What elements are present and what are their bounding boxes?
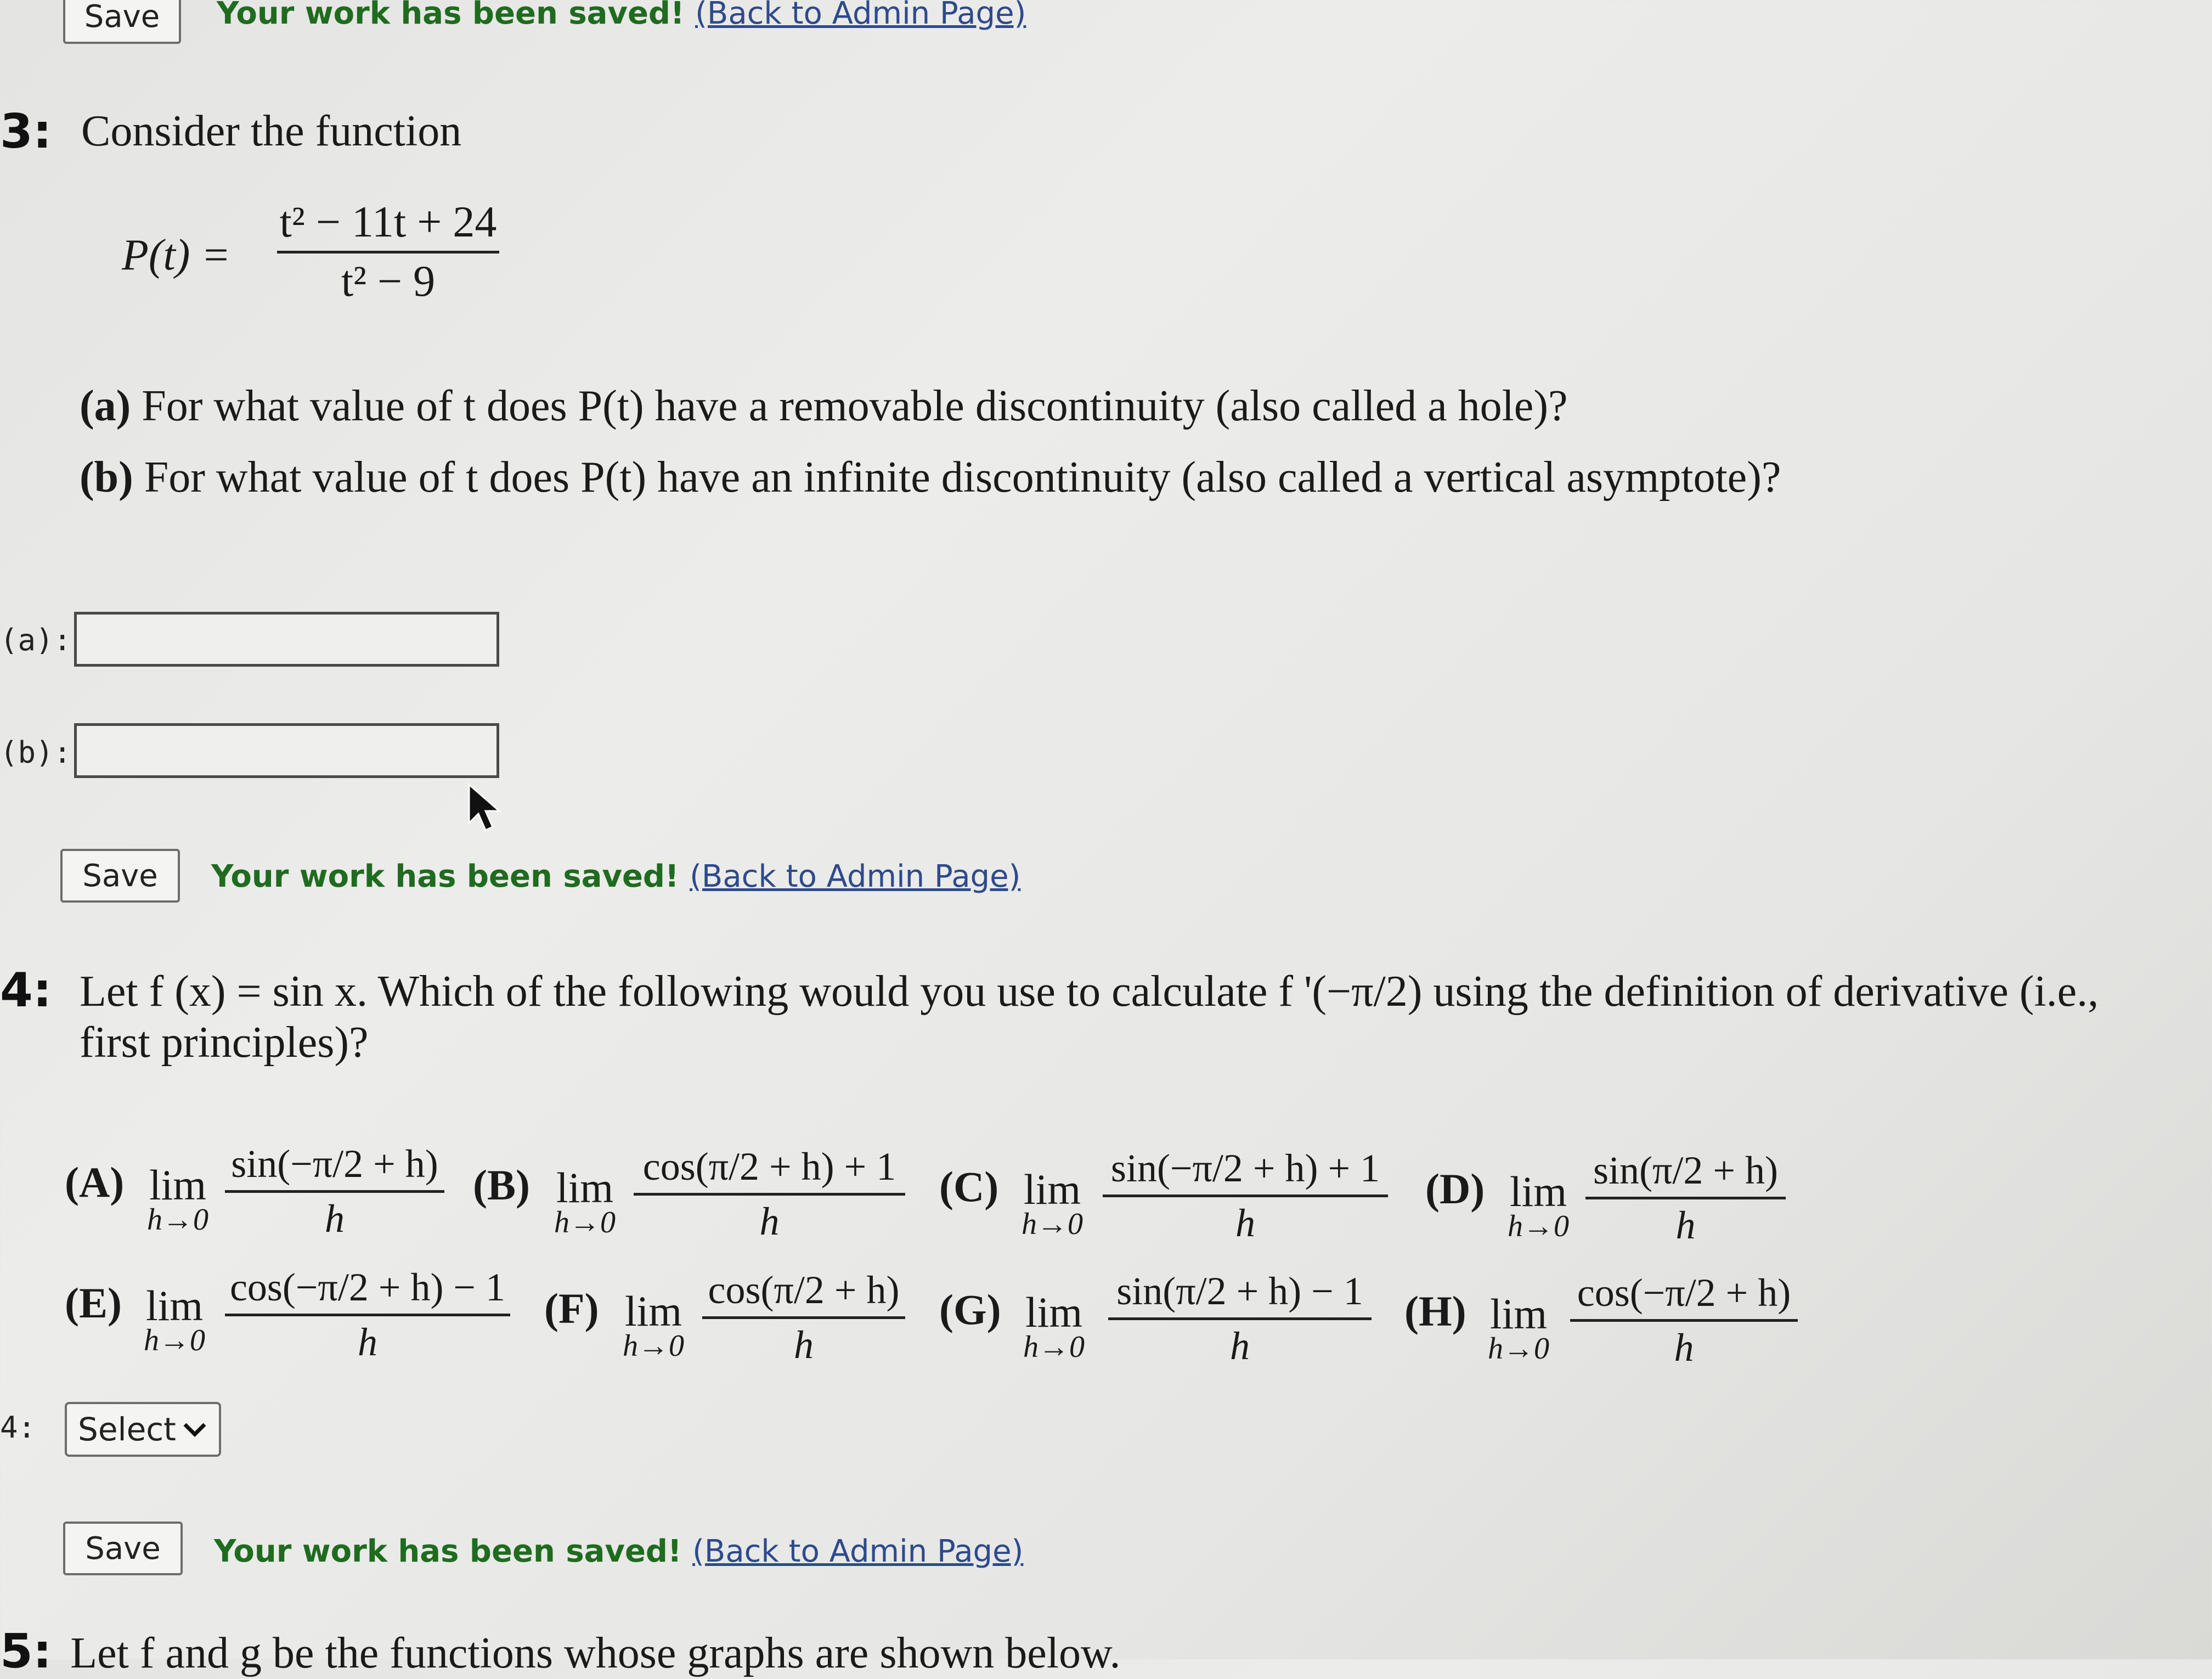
- option-label: (F): [544, 1284, 599, 1332]
- part-b-question: [80, 453, 1781, 503]
- fraction-bar: [225, 1314, 510, 1316]
- option-denominator: h: [1674, 1326, 1694, 1370]
- limit-notation: [1023, 1288, 1085, 1365]
- question-3-intro: Consider the function: [81, 107, 462, 155]
- part-b-text: For what value of t does P(t) have an infinite discontinuity (also called a vertical asymptote)?: [144, 453, 1781, 502]
- question-4-number: 4:: [0, 963, 52, 1018]
- option-denominator: h: [794, 1323, 814, 1367]
- option-label: (D): [1425, 1165, 1485, 1213]
- limit-notation: [554, 1163, 616, 1240]
- fraction-bar: [1570, 1319, 1798, 1322]
- option-fraction: [1570, 1270, 1798, 1371]
- limit-notation: [147, 1160, 208, 1237]
- option-label: (E): [65, 1279, 122, 1327]
- lim-word: lim: [1025, 1288, 1082, 1336]
- lim-word: lim: [1489, 1290, 1547, 1338]
- lim-word: lim: [1023, 1165, 1081, 1213]
- lim-subscript: h→0: [147, 1203, 208, 1237]
- lim-word: lim: [1509, 1168, 1567, 1215]
- option-numerator: cos(−π/2 + h): [1577, 1271, 1791, 1315]
- limit-notation: [623, 1287, 684, 1364]
- lim-subscript: h→0: [554, 1205, 616, 1239]
- back-to-admin-link-top[interactable]: (Back to Admin Page): [695, 0, 1026, 31]
- lim-word: lim: [149, 1161, 206, 1209]
- function-fraction: [277, 198, 499, 307]
- option-numerator: cos(π/2 + h) + 1: [642, 1145, 896, 1188]
- lim-subscript: h→0: [144, 1323, 205, 1357]
- limit-notation: [1508, 1167, 1569, 1244]
- option-numerator: sin(π/2 + h) − 1: [1116, 1269, 1363, 1313]
- part-a-question: [80, 381, 1567, 431]
- lim-subscript: h→0: [1508, 1209, 1569, 1243]
- lim-subscript: h→0: [1022, 1207, 1083, 1241]
- chevron-down-icon: [183, 1421, 207, 1438]
- answer-a-label: (a):: [0, 623, 72, 657]
- fraction-bar: [1585, 1197, 1786, 1199]
- lim-word: lim: [145, 1282, 203, 1329]
- question-5-number: 5:: [0, 1624, 52, 1679]
- option-denominator: h: [1230, 1324, 1250, 1368]
- part-a-label: (a): [80, 382, 131, 430]
- save-button-q3[interactable]: Save: [60, 849, 180, 903]
- option-numerator: cos(−π/2 + h) − 1: [229, 1265, 506, 1309]
- question-5-text: Let f and g be the functions whose graphs are shown below.: [70, 1629, 1121, 1677]
- option-fraction: [225, 1141, 444, 1242]
- option-label: (C): [939, 1163, 999, 1210]
- saved-message-q3: [211, 859, 1020, 894]
- option-label: (B): [473, 1161, 530, 1209]
- fraction-bar: [1103, 1195, 1388, 1197]
- lim-subscript: h→0: [1488, 1332, 1549, 1366]
- saved-text: Your work has been saved!: [211, 859, 679, 894]
- saved-message-top: [217, 0, 1026, 31]
- option-fraction: [1585, 1148, 1786, 1248]
- function-numerator: t² − 11t + 24: [279, 198, 497, 246]
- limit-notation: [144, 1281, 205, 1358]
- option-numerator: sin(π/2 + h): [1593, 1148, 1778, 1192]
- question-4-text-line1: Let f (x) = sin x. Which of the following would you use to calculate f '(−π/2) using the definition of derivative (i.e.,: [80, 967, 2099, 1016]
- select-value: Select: [78, 1411, 176, 1448]
- fraction-bar: [225, 1190, 444, 1193]
- fraction-bar: [634, 1193, 905, 1196]
- option-denominator: h: [358, 1320, 377, 1364]
- part-b-label: (b): [80, 453, 133, 502]
- option-label: (H): [1404, 1287, 1466, 1335]
- option-denominator: h: [759, 1199, 780, 1243]
- option-fraction: [702, 1267, 905, 1368]
- save-button-q4[interactable]: Save: [63, 1522, 183, 1575]
- option-label: (A): [65, 1158, 125, 1206]
- limit-notation: [1022, 1165, 1083, 1242]
- answer-a-input[interactable]: [74, 612, 499, 667]
- question-4-text-line2: first principles)?: [80, 1018, 369, 1067]
- option-fraction: [634, 1144, 905, 1244]
- back-to-admin-link-q4[interactable]: (Back to Admin Page): [692, 1534, 1024, 1569]
- lim-word: lim: [556, 1164, 613, 1212]
- mouse-cursor-icon: [466, 782, 505, 834]
- function-denominator: t² − 9: [341, 257, 436, 306]
- fraction-bar: [1108, 1317, 1372, 1320]
- saved-text: Your work has been saved!: [214, 1534, 682, 1569]
- option-fraction: [1103, 1146, 1388, 1246]
- option-numerator: sin(−π/2 + h) + 1: [1110, 1146, 1380, 1190]
- saved-message-q4: [214, 1534, 1023, 1569]
- back-to-admin-link-q3[interactable]: (Back to Admin Page): [690, 859, 1021, 894]
- answer-b-input[interactable]: [74, 723, 499, 778]
- lim-subscript: h→0: [1023, 1330, 1085, 1364]
- function-name: P(t) =: [122, 231, 231, 279]
- option-fraction: [1108, 1269, 1372, 1369]
- fraction-bar: [702, 1316, 905, 1319]
- saved-text: Your work has been saved!: [217, 0, 685, 31]
- lim-subscript: h→0: [623, 1329, 684, 1363]
- question-3-number: 3:: [0, 104, 52, 159]
- lim-word: lim: [624, 1287, 682, 1335]
- option-label: (G): [939, 1286, 1001, 1333]
- option-denominator: h: [325, 1197, 345, 1241]
- option-denominator: h: [1675, 1203, 1696, 1247]
- answer-4-label: 4:: [0, 1410, 36, 1445]
- fraction-bar: [277, 251, 499, 253]
- option-fraction: [225, 1265, 510, 1365]
- question-5: [0, 1624, 1121, 1679]
- part-a-text: For what value of t does P(t) have a removable discontinuity (also called a hole)?: [142, 382, 1568, 430]
- answer-select[interactable]: [65, 1402, 221, 1457]
- option-denominator: h: [1235, 1201, 1255, 1245]
- option-numerator: sin(−π/2 + h): [231, 1142, 438, 1186]
- answer-b-label: (b):: [0, 735, 72, 770]
- option-numerator: cos(π/2 + h): [708, 1268, 900, 1312]
- limit-notation: [1488, 1289, 1549, 1366]
- save-button-top[interactable]: Save: [63, 0, 181, 44]
